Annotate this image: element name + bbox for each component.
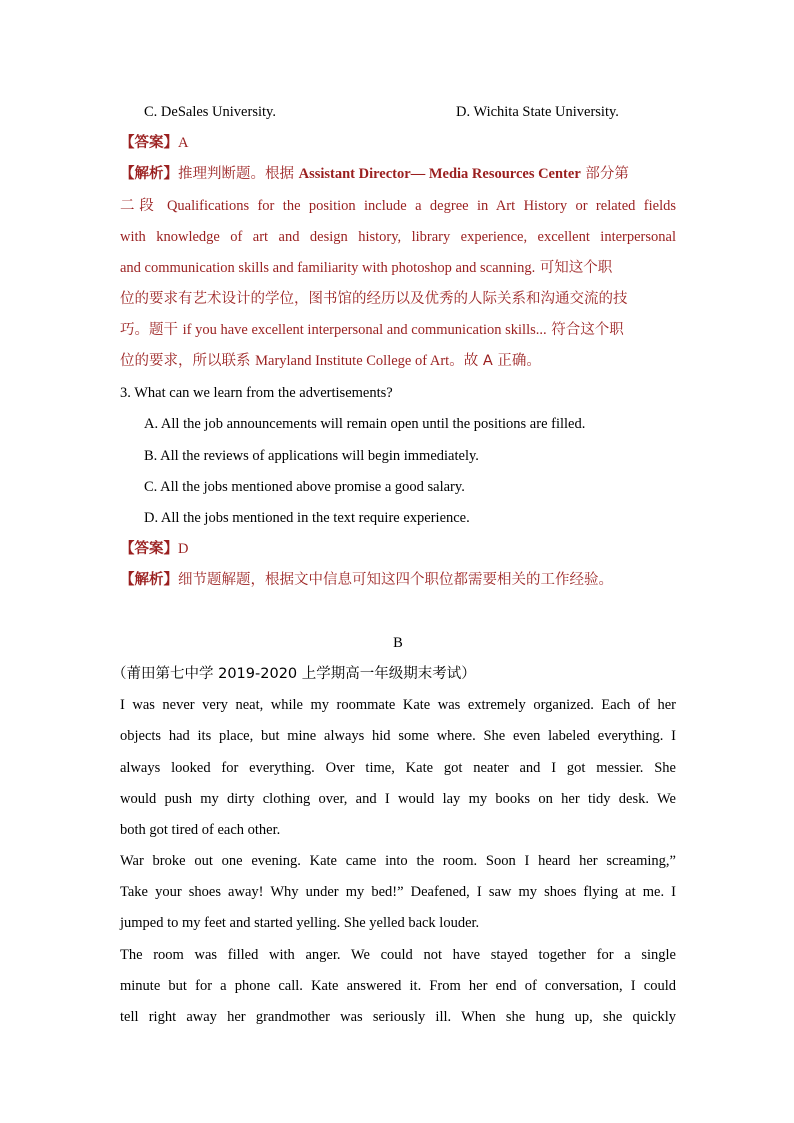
option-q2-row	[144, 102, 664, 122]
passage-line: objects had its place, but mine always hid some where. She even labeled everything. I	[120, 728, 676, 744]
answer-tag: 【答案】	[120, 541, 178, 557]
passage-line: I was never very neat, while my roommate Kate was extremely organized. Each of her	[120, 697, 676, 713]
passage-line: would push my dirty clothing over, and I would lay my books on her tidy desk. We	[120, 791, 676, 807]
option-q2-d: D. Wichita State University.	[456, 104, 619, 120]
analysis-tag: 【解析】	[120, 166, 178, 182]
question-3-stem: 3. What can we learn from the advertisements?	[120, 385, 393, 401]
passage-source: （莆田第七中学 2019-2020 上学期高一年级期末考试）	[112, 666, 476, 682]
analysis-1-line-3: with knowledge of art and design history, library experience, excellent interpersonal	[120, 229, 676, 245]
passage-line: Take your shoes away! Why under my bed!” Deafened, I saw my shoes flying at me. I	[120, 884, 676, 900]
analysis-1-line-5: 位的要求有艺术设计的学位，图书馆的经历以及优秀的人际关系和沟通交流的技	[120, 291, 628, 307]
analysis-3: 【解析】细节题解题，根据文中信息可知这四个职位都需要相关的工作经验。	[120, 572, 613, 588]
passage-line: War broke out one evening. Kate came into the room. Soon I heard her screaming,”	[120, 853, 676, 869]
passage-line: jumped to my feet and started yelling. She yelled back louder.	[120, 915, 480, 931]
section-heading: B	[393, 635, 403, 651]
analysis-1-line-2: 二段 Qualifications for the position include a degree in Art History or related fields	[120, 198, 676, 214]
option-q2-c: C. DeSales University.	[144, 104, 276, 120]
analysis-1-line-7: 位的要求，所以联系 Maryland Institute College of Art。故 A 正确。	[120, 353, 541, 369]
option-q3-c: C. All the jobs mentioned above promise a good salary.	[144, 479, 465, 495]
option-q3-b: B. All the reviews of applications will begin immediately.	[144, 448, 479, 464]
answer-1	[120, 133, 676, 153]
passage-line: always looked for everything. Over time, Kate got neater and I got messier. She	[120, 760, 676, 776]
answer-tag: 【答案】	[120, 135, 178, 151]
passage-line: minute but for a phone call. Kate answered it. From her end of conversation, I could	[120, 978, 676, 994]
option-q3-d: D. All the jobs mentioned in the text require experience.	[144, 510, 470, 526]
passage-line: The room was filled with anger. We could not have stayed together for a single	[120, 947, 676, 963]
answer-value: A	[178, 135, 189, 151]
answer-3	[120, 539, 676, 559]
analysis-tag: 【解析】	[120, 572, 178, 588]
analysis-1-line-6: 巧。题干 if you have excellent interpersonal and communication skills... 符合这个职	[120, 322, 624, 338]
analysis-1-line-1: 【解析】推理判断题。根据 Assistant Director— Media Resources Center 部分第	[120, 166, 629, 182]
answer-value: D	[178, 541, 189, 557]
option-q3-a: A. All the job announcements will remain open until the positions are filled.	[144, 416, 586, 432]
analysis-1-line-4: and communication skills and familiarity with photoshop and scanning. 可知这个职	[120, 260, 613, 276]
passage-line: both got tired of each other.	[120, 822, 281, 838]
passage-line: tell right away her grandmother was seriously ill. When she hung up, she quickly	[120, 1009, 676, 1025]
